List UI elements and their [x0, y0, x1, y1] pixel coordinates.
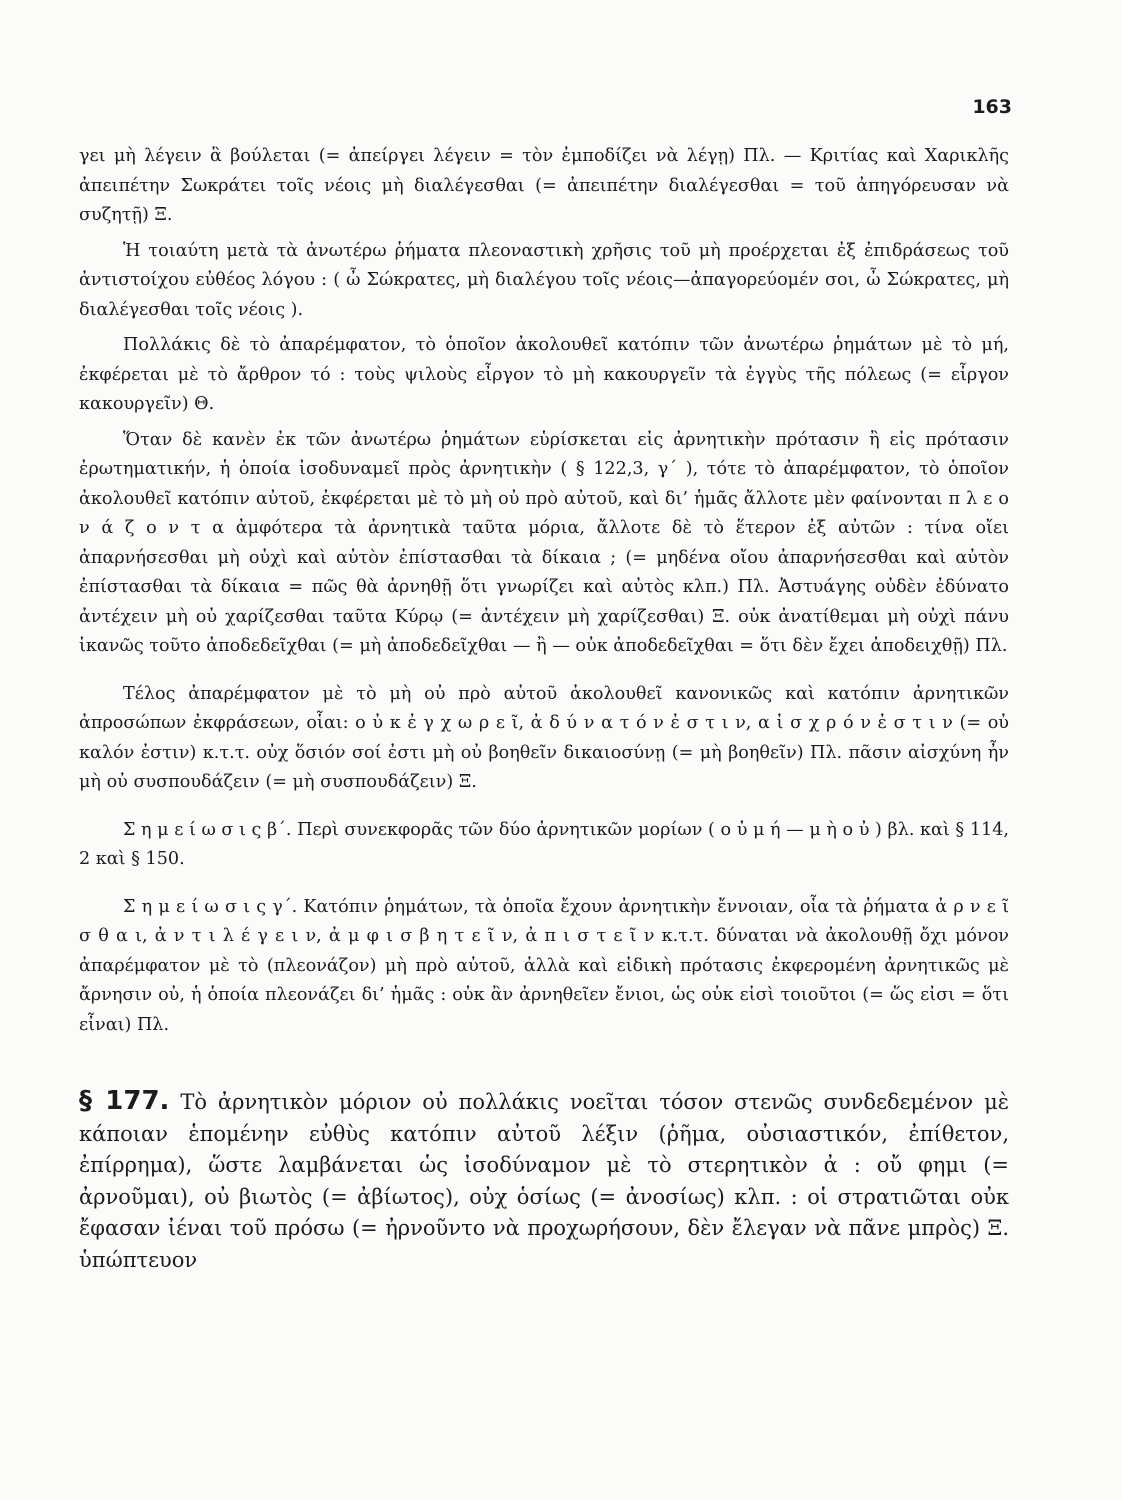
note-gamma: Σ η μ ε ί ω σ ι ς γ΄. Κατόπιν ῥημάτων, τὰ ὁποῖα ἔχουν ἀρνητικὴν ἔννοιαν, οἷα τὰ ῥήματα ἀ ρ ν ε ῖ σ θ α ι, ἀ ν τ ι λ έ γ ε ι ν, ἀ μ φ ι σ β η τ ε ῖ ν, ἀ π ι σ τ ε ῖ ν κ.τ.τ. δύναται νὰ ἀκολουθῇ ὄχι μόνον ἀπαρέμφατον μὲ τὸ (πλεονάζον) μὴ πρὸ αὐτοῦ, ἀλλὰ καὶ εἰδικὴ πρότασις ἐκφερομένη ἀρνητικῶς μὲ ἄρνησιν οὐ, ἡ ὁποία πλεονάζει δι’ ἡμᾶς : οὐκ ἂν ἀρνηθεῖεν ἔνιοι, ὡς οὐκ εἰσὶ τοιοῦτοι (= ὥς εἰσι = ὅτι εἶναι) Πλ. [79, 896, 1009, 1035]
section-text: Τὸ ἀρνητικὸν μόριον οὐ πολλάκις νοεῖται τόσον στενῶς συνδεδεμένον μὲ κάποιαν ἑπομένην εὐθὺς κατόπιν αὐτοῦ λέξιν (ῥῆμα, οὐσιαστικόν, ἐπίθετον, ἐπίρρημα), ὥστε λαμβάνεται ὡς ἰσοδύναμον μὲ τὸ στερητικὸν ἀ : οὔ φημι (= ἀρνοῦμαι), οὐ βιωτὸς (= ἀβίωτος), οὐχ ὁσίως (= ἀνοσίως) κλπ. : οἱ στρατιῶται οὐκ ἔφασαν ἰέναι τοῦ πρόσω (= ἠρνοῦντο νὰ προχωρήσουν, δὲν ἔλεγαν νὰ πᾶνε μπρὸς) Ξ. ὑπώπτευον [79, 1090, 1009, 1272]
paragraph-2: Ἡ τοιαύτη μετὰ τὰ ἀνωτέρω ῥήματα πλεοναστικὴ χρῆσις τοῦ μὴ προέρχεται ἐξ ἐπιδράσεως τοῦ ἀντιστοίχου εὐθέος λόγου : ( ὦ Σώκρατες, μὴ διαλέγου τοῖς νέοις—ἀπαγορεύομέν σοι, ὦ Σώκρατες, μὴ διαλέγεσθαι τοῖς νέοις ). [79, 240, 1009, 320]
note-beta: Σ η μ ε ί ω σ ι ς β΄. Περὶ συνεκφορᾶς τῶν δύο ἀρνητικῶν μορίων ( ο ὐ μ ή — μ ὴ ο ὐ ) βλ. καὶ § 114, 2 καὶ § 150. [79, 819, 1009, 869]
section-mark: § 177. [79, 1086, 170, 1116]
paragraph-4: Ὅταν δὲ κανὲν ἐκ τῶν ἀνωτέρω ῥημάτων εὑρίσκεται εἰς ἀρνητικὴν πρότασιν ἢ εἰς πρότασιν ἐρωτηματικήν, ἡ ὁποία ἰσοδυναμεῖ πρὸς ἀρνητικὴν ( § 122,3, γ΄ ), τότε τὸ ἀπαρέμφατον, τὸ ὁποῖον ἀκολουθεῖ κατόπιν αὐτοῦ, ἐκφέρεται μὲ τὸ μὴ οὐ πρὸ αὐτοῦ, καὶ δι’ ἡμᾶς ἄλλοτε μὲν φαίνονται π λ ε ο ν ά ζ ο ν τ α ἀμφότερα τὰ ἀρνητικὰ ταῦτα μόρια, ἄλλοτε δὲ τὸ ἕτερον ἐξ αὐτῶν : τίνα οἴει ἀπαρνήσεσθαι μὴ οὐχὶ καὶ αὐτὸν ἐπίστασθαι τὰ δίκαια ; (= μηδένα οἴου ἀπαρνήσεσθαι καὶ αὐτὸν ἐπίστασθαι τὰ δίκαια = πῶς θὰ ἀρνηθῇ ὅτι γνωρίζει καὶ αὐτὸς κλπ.) Πλ. Ἀστυάγης οὐδὲν ἐδύνατο ἀντέχειν μὴ οὐ χαρίζεσθαι ταῦτα Κύρῳ (= ἀντέχειν μὴ χαρίζεσθαι) Ξ. οὐκ ἀνατίθεμαι μὴ οὐχὶ πάνυ ἱκανῶς τοῦτο ἀποδεδεῖχθαι (= μὴ ἀποδεδεῖχθαι — ἢ — οὐκ ἀποδεδεῖχθαι = ὅτι δὲν ἔχει ἀποδειχθῇ) Πλ. [79, 429, 1009, 656]
paragraph-1: γει μὴ λέγειν ἃ βούλεται (= ἀπείργει λέγειν = τὸν ἐμποδίζει νὰ λέγῃ) Πλ. — Κριτίας καὶ Χαρικλῆς ἀπειπέτην Σωκράτει τοῖς νέοις μὴ διαλέγεσθαι (= ἀπειπέτην διαλέγεσθαι = τοῦ ἀπηγόρευσαν νὰ συζητῇ) Ξ. [79, 146, 1009, 225]
page-body [79, 142, 1009, 1276]
paragraph-5: Τέλος ἀπαρέμφατον μὲ τὸ μὴ οὐ πρὸ αὐτοῦ ἀκολουθεῖ κανονικῶς καὶ κατόπιν ἀρνητικῶν ἀπροσώπων ἐκφράσεων, οἷαι: ο ὐ κ ἐ γ χ ω ρ ε ῖ, ἀ δ ύ ν α τ ό ν ἐ σ τ ι ν, α ἰ σ χ ρ ό ν ἐ σ τ ι ν (= οὐ καλόν ἐστιν) κ.τ.τ. οὐχ ὅσιόν σοί ἐστι μὴ οὐ βοηθεῖν δικαιοσύνῃ (= μὴ βοηθεῖν) Πλ. πᾶσιν αἰσχύνη ἦν μὴ οὐ συσπουδάζειν (= μὴ συσπουδάζειν) Ξ. [79, 683, 1009, 792]
paragraph-3: Πολλάκις δὲ τὸ ἀπαρέμφατον, τὸ ὁποῖον ἀκολουθεῖ κατόπιν τῶν ἀνωτέρω ῥημάτων μὲ τὸ μή, ἐκφέρεται μὲ τὸ ἄρθρον τό : τοὺς ψιλοὺς εἶργον τὸ μὴ κακουργεῖν τὰ ἐγγὺς τῆς πόλεως (= εἶργον κακουργεῖν) Θ. [79, 335, 1009, 414]
section-177 [79, 1086, 1009, 1276]
page-number: 163 [972, 96, 1012, 118]
